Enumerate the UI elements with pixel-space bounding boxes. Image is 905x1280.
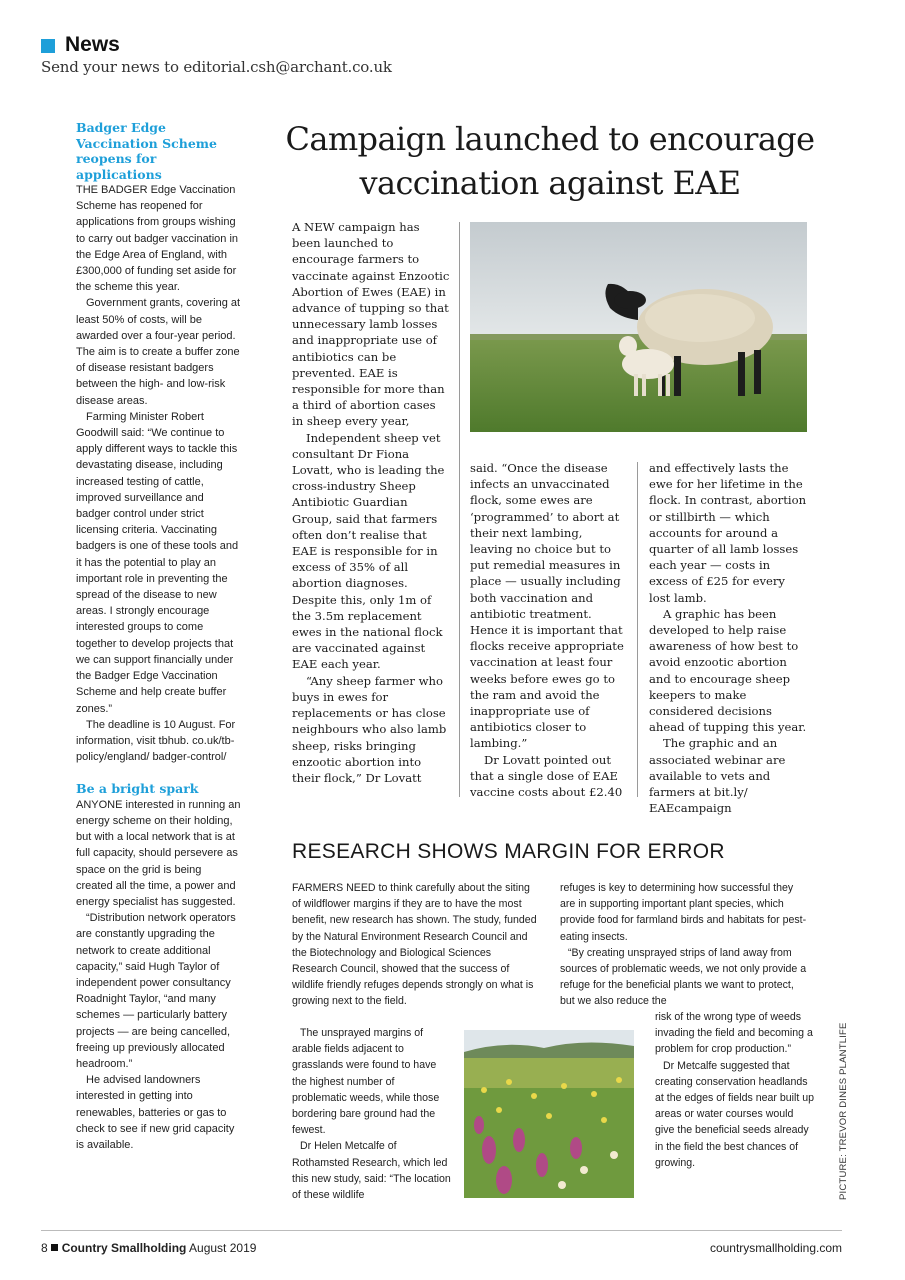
- article-paragraph: Independent sheep vet consultant Dr Fiona Lovatt, who is leading the cross-industry Sheep Antibiotic Guardian Group, said that farmers often don’t realise that EAE is responsible for in excess of 35% of all abortion diagnoses. Despite this, only 1m of the 3.5m replacement ewes in the national flock are vaccinated against EAE each year.: [292, 430, 445, 672]
- article-column-1: [292, 219, 450, 786]
- sidebar-story-badger: [76, 120, 241, 765]
- article-paragraph: A NEW campaign has been launched to encourage farmers to vaccinate against Enzootic Abortion of Ewes (EAE) in advance of tupping so that unnecessary lamb losses and inappropriate use of antibiotics can be prevented. EAE is responsible for more than a third of abortion cases in sheep every year,: [292, 220, 450, 429]
- sidebar-paragraph: He advised landowners interested in getting into renewables, batteries or gas to check to see if new grid capacity is available.: [76, 1074, 235, 1152]
- section-marker: [41, 39, 55, 53]
- research-paragraph: FARMERS NEED to think carefully about the siting of wildflower margins if they are to have the most benefit, new research has shown. The study, funded by the Natural Environment Research Council and the Biotechnology and Biological Sciences Research Council, showed that the success of wildlife friendly refuges depends strongly on what is growing next to the field.: [292, 882, 537, 1008]
- research-paragraph: The unsprayed margins of arable fields adjacent to grasslands were found to have the highest number of problematic weeds, while those bordering bare ground had the fewest.: [292, 1027, 440, 1137]
- research-paragraph: risk of the wrong type of weeds invading the field and becoming a problem for crop production.”: [655, 1011, 813, 1056]
- sidebar-story-title: Badger Edge Vaccination Scheme reopens for applications: [76, 120, 217, 182]
- research-headline: RESEARCH SHOWS MARGIN FOR ERROR: [292, 840, 725, 863]
- sidebar-paragraph: “Distribution network operators are constantly upgrading the network to create additional capacity,” said Hugh Taylor of independent power consultancy Roadnight Taylor, “and many schemes — particularly battery projects — are being cancelled, freeing up previously allocated headroom.”: [76, 912, 236, 1071]
- footer-folio: [41, 1241, 256, 1255]
- photo-credit: PICTURE: TREVOR DINES PLANTLIFE: [838, 1022, 849, 1200]
- section-subtitle: Send your news to editorial.csh@archant.co.uk: [41, 58, 392, 76]
- research-paragraph: refuges is key to determining how successful they are in supporting important plant species, which provide food for farmland birds and habitats for pest-eating insects.: [560, 882, 807, 943]
- issue-date: August 2019: [189, 1241, 257, 1255]
- article-paragraph: A graphic has been developed to help raise awareness of how best to avoid enzootic abortion and to encourage sheep keepers to make considered decisions ahead of tupping this year.: [649, 606, 807, 735]
- research-column-1: [292, 880, 537, 1010]
- sidebar-paragraph: THE BADGER Edge Vaccination Scheme has reopened for applications from groups wishing to carry out badger vaccination in the Edge Area of England, with £300,000 of funding set aside for the scheme this year.: [76, 184, 239, 294]
- research-paragraph: Dr Metcalfe suggested that creating conservation headlands at the edges of fields near built up areas or water courses would give the beneficial seeds already in the field the best chances of growing.: [655, 1059, 815, 1169]
- sheep-photo: [470, 222, 807, 432]
- main-headline: Campaign launched to encourage vaccination against EAE: [285, 120, 815, 202]
- sidebar-paragraph: ANYONE interested in running an energy scheme on their holding, but with a local network that is at full capacity, should persevere as space on the grid is being created all the time, a power and energy specialist has suggested.: [76, 798, 241, 909]
- square-bullet-icon: [51, 1244, 58, 1251]
- column-divider: [637, 462, 638, 797]
- sidebar-paragraph: Farming Minister Robert Goodwill said: “We continue to apply different ways to tackle this devastating disease, including increased testing of cattle, improved surveillance and badger control under strict licensing criteria. Vaccinating badgers is one of these tools and it has the potential to play an important role in preventing the spread of the disease to new areas. I strongly encourage interested groups to come together to develop projects that we can support financially under the Badger Edge Vaccination Scheme and help create buffer zones.”: [76, 410, 239, 715]
- sidebar-story-spark: [76, 781, 241, 1153]
- article-paragraph: Dr Lovatt pointed out that a single dose of EAE vaccine costs about £2.40: [470, 752, 623, 800]
- sidebar: [76, 120, 241, 1153]
- sidebar-paragraph: The deadline is 10 August. For information, visit tbhub. co.uk/tb-policy/england/ badger-control/: [76, 718, 236, 764]
- wildflower-photo: [464, 1030, 634, 1198]
- page-number: 8: [41, 1241, 48, 1255]
- article-paragraph: and effectively lasts the ewe for her lifetime in the flock. In contrast, abortion or stillbirth — which accounts for around a quarter of all lamb losses each year — costs in excess of £25 for every lost lamb.: [649, 461, 807, 605]
- sidebar-paragraph: Government grants, covering at least 50% of costs, will be awarded over a four-year period. The aim is to create a buffer zone of disease resistant badgers between the high- and low-risk disease areas.: [76, 297, 241, 407]
- footer-rule: [41, 1230, 842, 1231]
- research-column-2-lower: [655, 1009, 815, 1171]
- article-paragraph: “Any sheep farmer who buys in ewes for replacements or has close neighbours who also lamb sheep, risks bringing enzootic abortion into their flock,” Dr Lovatt: [292, 673, 447, 785]
- sheep-image: [470, 222, 807, 432]
- sidebar-story-title: Be a bright spark: [76, 781, 199, 797]
- article-paragraph: The graphic and an associated webinar are available to vets and farmers at bit.ly/ EAEcampaign: [649, 736, 786, 816]
- article-column-2: [470, 460, 628, 800]
- research-column-2: [560, 880, 810, 1010]
- footer-website: countrysmallholding.com: [709, 1241, 842, 1255]
- research-column-1-lower: [292, 1025, 452, 1203]
- article-column-3: [649, 460, 809, 816]
- magazine-name: Country Smallholding: [61, 1241, 187, 1255]
- column-divider: [459, 222, 460, 797]
- wildflower-image: [464, 1030, 634, 1198]
- research-paragraph: “By creating unsprayed strips of land away from sources of problematic weeds, we not only provide a refuge for the beneficial plants we want to protect, but we also reduce the: [560, 946, 807, 1008]
- research-paragraph: Dr Helen Metcalfe of Rothamsted Research, which led this new study, said: “The location of these wildlife: [292, 1140, 451, 1202]
- article-paragraph: said. “Once the disease infects an unvaccinated flock, some ewes are ‘programmed’ to abort at their next lambing, leaving no choice but to put remedial measures in place — usually including both vaccination and antibiotic treatment. Hence it is important that flocks receive appropriate vaccination at least four weeks before ewes go to the ram and avoid the inappropriate use of antibiotics closer to lambing.”: [470, 461, 624, 751]
- section-title: News: [65, 33, 120, 56]
